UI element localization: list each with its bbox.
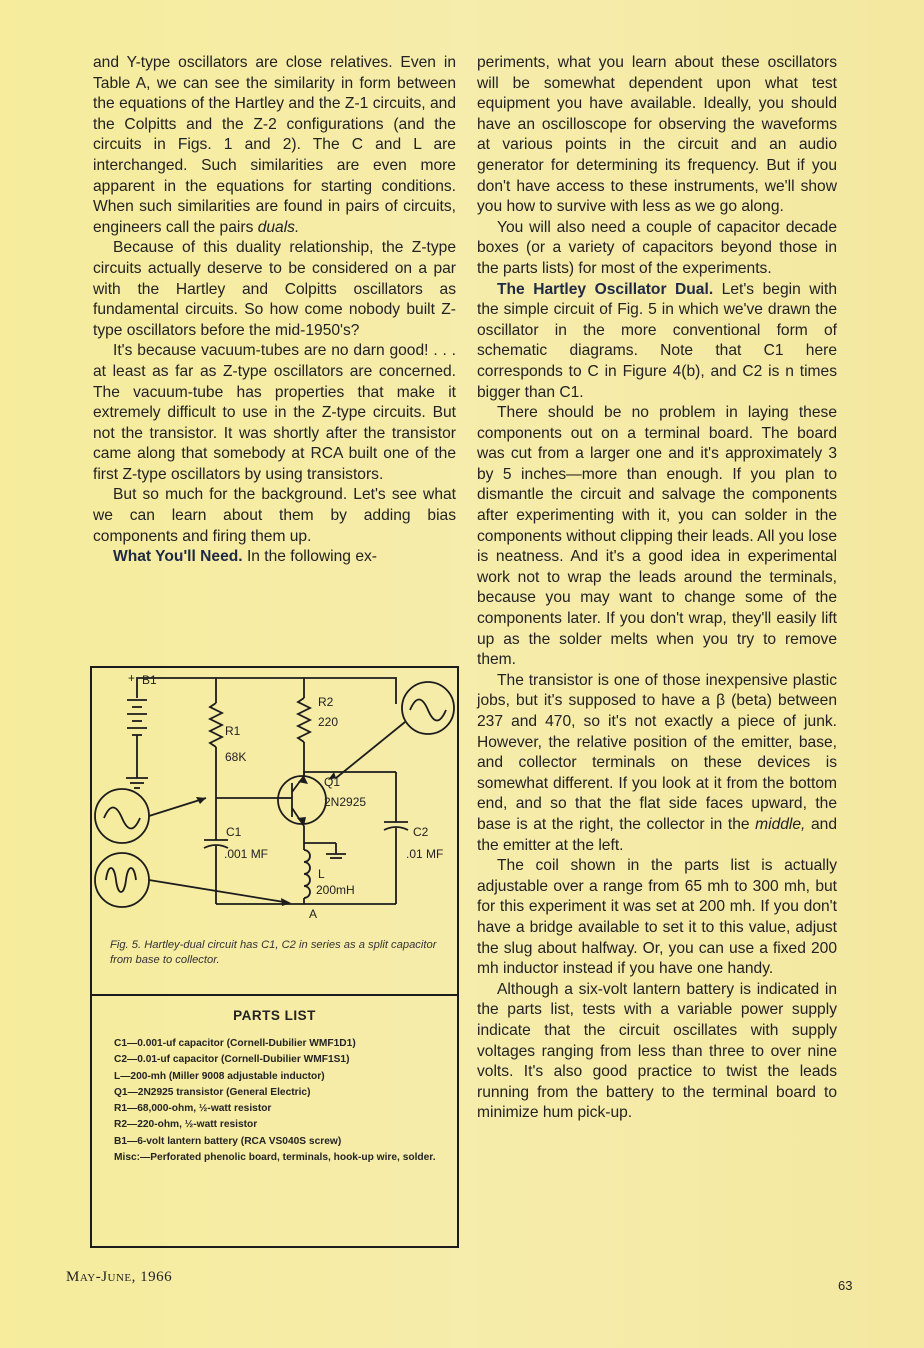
label-l-value: 200mH: [316, 883, 355, 897]
left-column: [93, 53, 456, 568]
figure-caption: Fig. 5. Hartley-dual circuit has C1, C2 in series as a split capacitor from base to collector.: [110, 939, 437, 966]
paragraph: What You'll Need. In the following ex-: [113, 548, 377, 566]
paragraph: Because of this duality relationship, the Z-type circuits actually deserve to be considered on a par with the Hartley and Colpitts oscillators as fundamental circuits. So how come nobody built Z-type oscillators before the mid-1950's?: [93, 239, 456, 339]
divider: [92, 994, 457, 996]
label-b1: B1: [142, 673, 157, 687]
label-c2-value: .01 MF: [406, 847, 444, 861]
label-r2: R2: [318, 695, 334, 709]
paragraph: and Y-type oscillators are close relatives. Even in Table A, we can see the similarity in form between the equations of the Hartley and the Z-1 circuits, and the Colpitts and the Z-2 configurations (and the circuits in Figs. 1 and 2). The C and L are interchanged. Such similarities are even more apparent in the equations for starting conditions. When such similarities are found in pairs of circuits, engineers call the pairs duals.: [93, 54, 456, 236]
label-l: L: [318, 867, 325, 881]
paragraph: But so much for the background. Let's see what we can learn about them by adding bias components and firing them up.: [93, 486, 456, 545]
top-rail-wire: [137, 678, 396, 704]
label-c2: C2: [413, 825, 429, 839]
paragraph: The Hartley Oscillator Dual. Let's begin with the simple circuit of Fig. 5 in which we've drawn the oscillator in the more conventional form of schematic diagrams. Note that C1 here corresponds to C in Figure 4(b), and C2 is n times bigger than C1.: [477, 280, 837, 401]
label-b1-plus: +: [128, 671, 136, 685]
scope-probe-tap: [95, 853, 149, 907]
parts-list-title: PARTS LIST: [233, 1008, 316, 1023]
paragraph: periments, what you learn about these oscillators will be somewhat dependent upon what test equipment you have available. Ideally, you should have an oscilloscope for observing the waveforms at various points in the circuit and an audio generator for determining its frequency. But if you don't have access to these instruments, we'll show you how to survive with less as we go along.: [477, 54, 837, 216]
issue-date: May-June, 1966: [66, 1269, 173, 1285]
label-r1: R1: [225, 724, 241, 738]
list-item: B1—6-volt lantern battery (RCA VS040S screw): [114, 1135, 342, 1147]
label-r1-value: 68K: [225, 750, 247, 764]
right-column: [477, 53, 837, 1124]
label-q1: Q1: [324, 775, 341, 789]
parts-list: [114, 1036, 454, 1166]
list-item: C1—0.001-uf capacitor (Cornell-Dubilier WMF1D1): [114, 1038, 356, 1049]
schematic-diagram: [92, 668, 457, 930]
paragraph: You will also need a couple of capacitor decade boxes (or a variety of capacitors beyond those in the parts lists) for most of the experiments.: [477, 218, 837, 277]
list-item: L—200-mh (Miller 9008 adjustable inductor): [114, 1070, 325, 1082]
paragraph: There should be no problem in laying these components out on a terminal board. The board was cut from a larger one and it's approximately 3 by 5 inches—more than enough. If you plan to dismantle the circuit and salvage the components after experimenting with it, you can solder in the components without clipping their leads. All you lose is neatness. And it's a good idea in experimental work not to wrap the leads around the terminals, because you may want to change some of the components later. If you don't wrap, they'll easily lift up as the solder melts when you try to remove them.: [477, 404, 837, 669]
list-item: C2—0.01-uf capacitor (Cornell-Dubilier WMF1S1): [114, 1054, 350, 1066]
paragraph: It's because vacuum-tubes are no darn good! . . . at least as far as Z-type oscillators are concerned. The vacuum-tube has properties that make it extremely difficult to use in the Z-type circuits. But not the transistor. It was shortly after the transistor came along that somebody at RCA built one of the first Z-type oscillators by using transistors.: [93, 342, 456, 483]
section-heading: The Hartley Oscillator Dual.: [497, 280, 714, 298]
page-number: 63: [838, 1278, 853, 1293]
list-item: R2—220-ohm, ½-watt resistor: [114, 1119, 258, 1131]
label-c1: C1: [226, 825, 242, 839]
figure-box: [90, 666, 459, 1248]
label-r2-value: 220: [318, 715, 339, 729]
list-item: R1—68,000-ohm, ½-watt resistor: [114, 1103, 272, 1115]
list-item: Misc:—Perforated phenolic board, terminals, hook-up wire, solder.: [114, 1152, 436, 1164]
label-q1-value: 2N2925: [324, 795, 367, 809]
paragraph: Although a six-volt lantern battery is indicated in the parts list, tests with a variable power supply indicate that the circuit oscillates with supply voltages ranging from less than three to over nine volts. It's also good practice to twist the leads running from the battery to the terminal board to minimize hum pick-up.: [477, 980, 837, 1122]
label-c1-value: .001 MF: [224, 847, 269, 861]
label-tap: A: [309, 907, 318, 921]
paragraph: The coil shown in the parts list is actually adjustable over a range from 65 mh to 300 mh, but for this experiment it was set at 200 mh. If you don't have a bridge available to set it to this value, adjust the slug about halfway. Or, you can use a fixed 200 mh inductor instead if you have one handy.: [477, 857, 837, 978]
list-item: Q1—2N2925 transistor (General Electric): [114, 1086, 311, 1098]
section-heading: What You'll Need.: [113, 548, 243, 566]
paragraph: The transistor is one of those inexpensive plastic jobs, but it's supposed to have a β (beta) between 237 and 470, so it's not exactly a piece of junk. However, the relative position of the emitter, base, and collector terminals on these devices is somewhat different. If you look at it from the bottom end, and so that the flat side faces upward, the base is at the right, the collector in the middle, and the emitter at the left.: [477, 671, 837, 854]
